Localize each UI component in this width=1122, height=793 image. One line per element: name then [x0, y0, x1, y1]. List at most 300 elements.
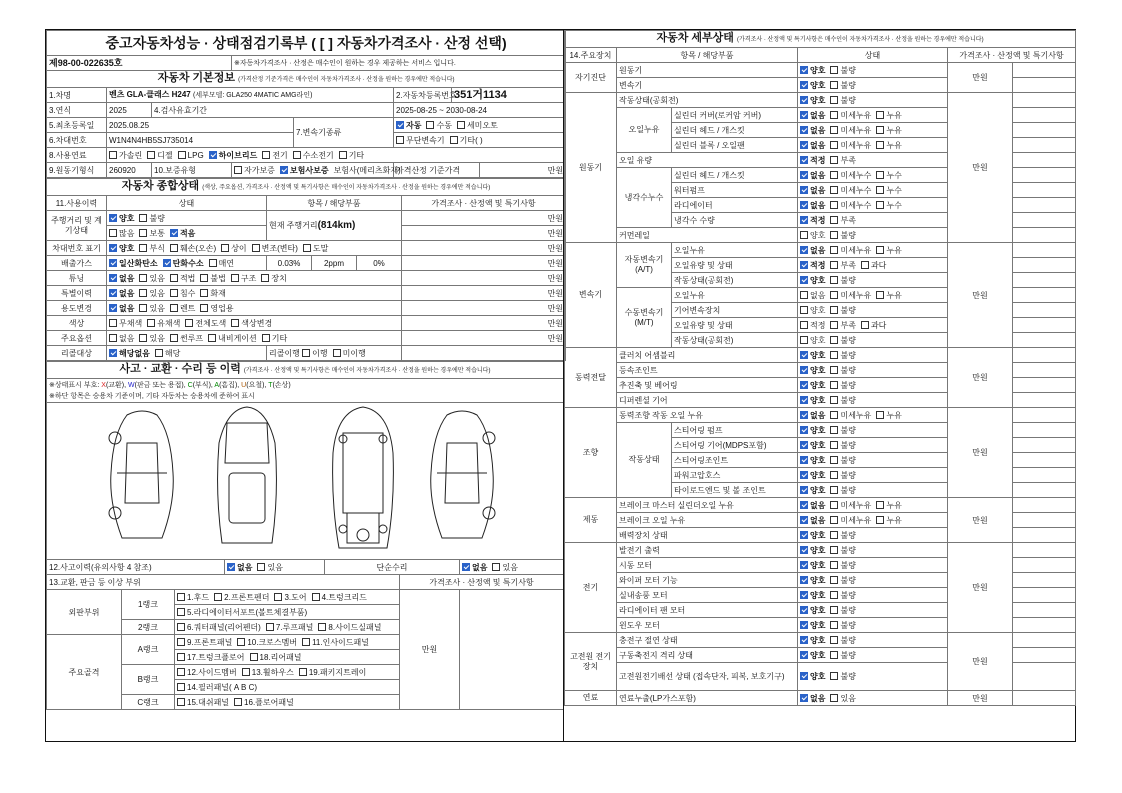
recall-opts [107, 346, 267, 361]
panel-item[interactable] [312, 593, 367, 602]
checkbox-option[interactable] [800, 456, 825, 465]
checkbox-option[interactable] [139, 334, 164, 343]
option-label: 양호 [810, 365, 826, 375]
detail-item: 스티어링 펌프 [672, 423, 798, 438]
empty-box-icon [830, 426, 838, 434]
price-note-line [1013, 573, 1076, 588]
checkbox-option[interactable] [293, 151, 334, 160]
vin-label: 6.차대번호 [47, 133, 107, 148]
checkbox-option[interactable] [800, 426, 825, 435]
checkbox-option[interactable] [800, 396, 825, 405]
checkbox-option[interactable] [252, 244, 298, 253]
checkbox-option[interactable] [830, 576, 855, 585]
option-label: 미세누유 [840, 290, 872, 300]
checkbox-option[interactable] [139, 274, 164, 283]
checkbox-option[interactable] [800, 66, 825, 75]
checkbox-option[interactable] [830, 321, 855, 330]
checkbox-option[interactable] [800, 246, 825, 255]
option-label: 보통 [149, 228, 165, 238]
checkbox-option[interactable] [155, 349, 180, 358]
checkbox-option[interactable] [800, 186, 825, 195]
empty-box-icon [177, 638, 185, 646]
checkbox-option[interactable] [170, 274, 195, 283]
option-label: 불량 [840, 395, 856, 405]
checkbox-option[interactable] [830, 636, 855, 645]
detail-item: 오일유량 및 상태 [672, 258, 798, 273]
checkbox-option[interactable] [450, 136, 483, 145]
checkbox-option[interactable] [830, 336, 855, 345]
checkbox-option[interactable] [830, 456, 855, 465]
checkbox-option[interactable] [800, 276, 825, 285]
checkbox-option[interactable] [139, 229, 164, 238]
checkbox-option[interactable] [830, 531, 855, 540]
col-item: 항목 / 해당부품 [617, 48, 798, 63]
checked-box-icon [800, 694, 808, 702]
empty-box-icon [830, 276, 838, 284]
device-high-voltage: 고전원 전기장치 [565, 633, 617, 691]
empty-box-icon [830, 186, 838, 194]
checkbox-option[interactable] [139, 214, 164, 223]
checkbox-option[interactable] [830, 501, 871, 510]
checkbox-option[interactable] [800, 156, 825, 165]
option-label: 불량 [840, 275, 856, 285]
empty-box-icon [876, 201, 884, 209]
checkbox-option[interactable] [830, 441, 855, 450]
checkbox-option[interactable] [830, 471, 855, 480]
col-item: 항목 / 해당부품 [267, 196, 402, 211]
panel-item[interactable] [177, 668, 237, 677]
panel-item[interactable] [302, 638, 369, 647]
checkbox-option[interactable] [800, 171, 825, 180]
device-self-diagnosis: 자기진단 [565, 63, 617, 93]
checkbox-option[interactable] [178, 151, 204, 160]
checkbox-option[interactable] [800, 531, 825, 540]
detail-item: 오일누유 [672, 243, 798, 258]
checkbox-option[interactable] [209, 259, 234, 268]
checkbox-option[interactable] [185, 319, 226, 328]
checkbox-option[interactable] [800, 672, 825, 681]
recall-item: 리콜이행 이행 미이행 [267, 346, 402, 361]
checkbox-option[interactable] [830, 546, 855, 555]
checkbox-option[interactable] [200, 289, 225, 298]
state-cell [798, 663, 948, 691]
price-use-change: 만원 [402, 301, 566, 316]
checkbox-option[interactable] [800, 231, 825, 240]
checkbox-option[interactable] [109, 349, 150, 358]
checkbox-option[interactable] [800, 291, 825, 300]
inspection-record-sheet [45, 29, 1076, 742]
price-note-line [1013, 453, 1076, 468]
checked-box-icon [800, 471, 808, 479]
price-tuning: 만원 [402, 271, 566, 286]
checkbox-option[interactable] [800, 546, 825, 555]
option-label: 없음 [810, 170, 826, 180]
checkbox-option[interactable] [876, 186, 901, 195]
device-transmission: 변속기 [565, 243, 617, 348]
checkbox-option[interactable] [426, 121, 451, 130]
checkbox-option[interactable] [109, 274, 134, 283]
checkbox-option[interactable] [800, 621, 825, 630]
checkbox-option[interactable] [876, 516, 901, 525]
checkbox-option[interactable] [231, 274, 256, 283]
fuel-label: 8.사용연료 [47, 148, 107, 163]
checkbox-option[interactable] [170, 244, 216, 253]
detail-item: 타이로드엔드 및 볼 조인트 [672, 483, 798, 498]
checkbox-option[interactable] [876, 126, 901, 135]
checkbox-option[interactable] [109, 244, 134, 253]
checkbox-option[interactable] [109, 319, 142, 328]
checkbox-option[interactable] [800, 411, 825, 420]
checked-box-icon [800, 576, 808, 584]
detail-item: 기어변속장치 [672, 303, 798, 318]
checked-box-icon [800, 501, 808, 509]
panel-item[interactable] [177, 653, 245, 662]
checkbox-option[interactable] [830, 291, 871, 300]
checkbox-option[interactable] [109, 229, 134, 238]
price-note-line [1013, 588, 1076, 603]
option-label: 양호 [119, 243, 135, 253]
option-label: 불량 [840, 590, 856, 600]
checkbox-option[interactable] [830, 411, 871, 420]
empty-box-icon [109, 319, 117, 327]
option-label: 훼손(오손) [179, 243, 217, 253]
checkbox-option[interactable] [876, 201, 901, 210]
checkbox-option[interactable] [147, 319, 180, 328]
checkbox-option[interactable] [227, 563, 252, 572]
checkbox-option[interactable] [800, 516, 825, 525]
checkbox-option[interactable] [830, 186, 871, 195]
checkbox-option[interactable] [830, 216, 855, 225]
checkbox-option[interactable] [830, 486, 855, 495]
empty-box-icon [214, 593, 222, 601]
empty-box-icon [830, 126, 838, 134]
empty-box-icon [257, 563, 265, 571]
checkbox-option[interactable] [333, 349, 366, 358]
checkbox-option[interactable] [209, 151, 258, 160]
special-opts [107, 286, 402, 301]
rank1-label: 1랭크 [122, 590, 175, 620]
checkbox-option[interactable] [139, 244, 164, 253]
checkbox-option[interactable] [830, 156, 855, 165]
checkbox-option[interactable] [830, 96, 855, 105]
option-label: 일산화탄소 [119, 258, 158, 268]
checkbox-option[interactable] [800, 111, 825, 120]
price-note-line [1013, 528, 1076, 543]
detail-item: 실내송풍 모터 [617, 588, 798, 603]
option-label: 양호 [119, 213, 135, 223]
empty-box-icon [339, 151, 347, 159]
checkbox-option[interactable] [830, 606, 855, 615]
panel-item[interactable] [177, 638, 232, 647]
checked-box-icon [800, 606, 808, 614]
panel-item-label: 15.대쉬패널 [187, 697, 230, 707]
checkbox-option[interactable] [257, 563, 282, 572]
checkbox-option[interactable] [861, 321, 886, 330]
exchange-label: 13.교환, 판금 등 이상 부위 [47, 575, 400, 590]
checkbox-option[interactable] [830, 621, 855, 630]
simple-repair-opts [460, 560, 564, 575]
checkbox-option[interactable] [830, 591, 855, 600]
checkbox-option[interactable] [492, 563, 517, 572]
checkbox-option[interactable] [221, 244, 246, 253]
period-label: 4.검사유효기간 [152, 103, 394, 118]
brake-price: 만원 [948, 498, 1013, 543]
checkbox-option[interactable] [861, 261, 886, 270]
checked-box-icon [800, 96, 808, 104]
checkbox-option[interactable] [830, 81, 855, 90]
price-note-line [1013, 288, 1076, 303]
checkbox-option[interactable] [280, 166, 329, 175]
vin-mark-opts [107, 241, 402, 256]
checkbox-option[interactable] [800, 81, 825, 90]
price-note-line [1013, 213, 1076, 228]
exchange-price-note [460, 590, 564, 710]
checkbox-option[interactable] [200, 304, 233, 313]
option-label: 없음 [810, 290, 826, 300]
checkbox-option[interactable] [234, 166, 275, 175]
checkbox-option[interactable] [830, 516, 871, 525]
checkbox-option[interactable] [830, 171, 871, 180]
checkbox-option[interactable] [830, 306, 855, 315]
option-label: 불량 [840, 230, 856, 240]
empty-box-icon [830, 306, 838, 314]
checkbox-option[interactable] [830, 66, 855, 75]
panel-item[interactable] [214, 593, 269, 602]
panel-item[interactable] [274, 593, 306, 602]
option-label: 무채색 [119, 318, 143, 328]
device-electric: 전기 [565, 543, 617, 633]
panel-item-label: 17.트렁크플로어 [187, 652, 245, 662]
panel-item-label: 16.플로어패널 [244, 697, 294, 707]
emission-smoke: 0% [357, 256, 402, 271]
checkbox-option[interactable] [170, 334, 203, 343]
checkbox-option[interactable] [876, 171, 901, 180]
checkbox-option[interactable] [830, 246, 871, 255]
checkbox-option[interactable] [800, 366, 825, 375]
panel-item[interactable] [177, 593, 209, 602]
state-cell [798, 138, 948, 153]
price-color: 만원 [402, 316, 566, 331]
empty-box-icon [185, 319, 193, 327]
period-value: 2025-08-25 ~ 2030-08-24 [394, 103, 566, 118]
checkbox-option[interactable] [830, 396, 855, 405]
checkbox-option[interactable] [830, 381, 855, 390]
option-label: 양호 [810, 560, 826, 570]
option-label: 있음 [149, 273, 165, 283]
checkbox-option[interactable] [830, 141, 871, 150]
state-cell [798, 93, 948, 108]
checkbox-option[interactable] [800, 471, 825, 480]
option-label: 불량 [840, 305, 856, 315]
checkbox-option[interactable] [800, 306, 825, 315]
empty-box-icon [830, 141, 838, 149]
checkbox-option[interactable] [139, 304, 164, 313]
option-label: 부족 [840, 320, 856, 330]
state-cell [798, 123, 948, 138]
empty-box-icon [302, 349, 310, 357]
checkbox-option[interactable] [800, 141, 825, 150]
state-cell [798, 228, 948, 243]
checkbox-option[interactable] [800, 501, 825, 510]
use-change-opts [107, 301, 402, 316]
checkbox-option[interactable] [876, 501, 901, 510]
checkbox-option[interactable] [800, 336, 825, 345]
checkbox-option[interactable] [462, 563, 487, 572]
checkbox-option[interactable] [261, 274, 286, 283]
option-label: 상이 [231, 243, 247, 253]
empty-box-icon [830, 381, 838, 389]
checkbox-option[interactable] [830, 366, 855, 375]
panel-item[interactable] [177, 608, 307, 617]
empty-box-icon [170, 244, 178, 252]
checkbox-option[interactable] [800, 96, 825, 105]
checkbox-option[interactable] [876, 111, 901, 120]
checkbox-option[interactable] [876, 141, 901, 150]
checkbox-option[interactable] [396, 121, 421, 130]
checkbox-option[interactable] [109, 151, 142, 160]
checkbox-option[interactable] [800, 606, 825, 615]
checkbox-option[interactable] [231, 319, 272, 328]
checkbox-option[interactable] [830, 651, 855, 660]
checkbox-option[interactable] [830, 111, 871, 120]
option-label: 적음 [179, 228, 196, 238]
panel-item[interactable] [177, 623, 261, 632]
panel-item[interactable] [242, 668, 294, 677]
panel-item[interactable] [177, 683, 257, 692]
checkbox-option[interactable] [457, 121, 498, 130]
frame-label: 주요골격 [47, 635, 122, 710]
option-label: 누유 [886, 500, 902, 510]
checkbox-option[interactable] [800, 126, 825, 135]
checkbox-option[interactable] [109, 259, 158, 268]
reg-number-value: 351거1134 [452, 88, 566, 103]
right-panel [563, 29, 1076, 742]
checkbox-option[interactable] [109, 214, 134, 223]
state-cell [798, 618, 948, 633]
checkbox-option[interactable] [830, 126, 871, 135]
option-label: 누유 [886, 125, 902, 135]
empty-box-icon [830, 81, 838, 89]
detail-item: 와이퍼 모터 기능 [617, 573, 798, 588]
empty-box-icon [250, 653, 258, 661]
checkbox-option[interactable] [830, 561, 855, 570]
checked-box-icon [800, 636, 808, 644]
checkbox-option[interactable] [262, 334, 287, 343]
checkbox-option[interactable] [339, 151, 364, 160]
checkbox-option[interactable] [109, 289, 134, 298]
detail-item: 파워고압호스 [672, 468, 798, 483]
checkbox-option[interactable] [800, 576, 825, 585]
checkbox-option[interactable] [800, 216, 825, 225]
panel-item[interactable] [250, 653, 302, 662]
option-label: 없음 [810, 245, 826, 255]
empty-box-icon [147, 319, 155, 327]
panel-item-label: 5.라디에이터서포트(볼트체결부품) [187, 607, 308, 617]
empty-box-icon [139, 304, 147, 312]
checkbox-option[interactable] [800, 694, 825, 703]
panel-item[interactable] [177, 698, 229, 707]
checkbox-option[interactable] [800, 441, 825, 450]
panel-item[interactable] [237, 638, 297, 647]
empty-box-icon [876, 141, 884, 149]
state-cell [798, 333, 948, 348]
checkbox-option[interactable] [800, 486, 825, 495]
option-label: 미세누유 [840, 410, 872, 420]
empty-box-icon [450, 136, 458, 144]
checkbox-option[interactable] [302, 349, 327, 358]
checkbox-option[interactable] [876, 411, 901, 420]
option-label: 양호 [810, 620, 826, 630]
empty-box-icon [200, 274, 208, 282]
option-label: 없음 [119, 303, 135, 313]
checkbox-option[interactable] [800, 201, 825, 210]
checkbox-option[interactable] [262, 151, 287, 160]
rank1-items-2 [175, 605, 400, 620]
checkbox-option[interactable] [830, 201, 871, 210]
checkbox-option[interactable] [200, 274, 225, 283]
checkbox-option[interactable] [147, 151, 172, 160]
checkbox-option[interactable] [170, 304, 195, 313]
checkbox-option[interactable] [800, 321, 825, 330]
checkbox-option[interactable] [800, 561, 825, 570]
checkbox-option[interactable] [830, 351, 855, 360]
panel-item[interactable] [234, 698, 294, 707]
checkbox-option[interactable] [830, 426, 855, 435]
option-label: 불량 [840, 440, 856, 450]
checkbox-option[interactable] [800, 261, 825, 270]
checkbox-option[interactable] [800, 591, 825, 600]
checkbox-option[interactable] [830, 694, 855, 703]
checkbox-option[interactable] [139, 289, 164, 298]
checked-box-icon [800, 186, 808, 194]
checkbox-option[interactable] [800, 651, 825, 660]
empty-box-icon [830, 201, 838, 209]
option-label: 불량 [840, 575, 856, 585]
checkbox-option[interactable] [830, 672, 855, 681]
price-recall [402, 346, 566, 361]
state-cell [798, 558, 948, 573]
option-label: 적법 [179, 273, 196, 283]
option-label: 누수 [886, 185, 902, 195]
checkbox-option[interactable] [800, 381, 825, 390]
checkbox-option[interactable] [876, 291, 901, 300]
checkbox-option[interactable] [830, 276, 855, 285]
fuel-opts [107, 148, 566, 163]
panel-item[interactable] [266, 623, 314, 632]
checkbox-option[interactable] [830, 231, 855, 240]
checkbox-option[interactable] [170, 289, 195, 298]
checkbox-option[interactable] [170, 229, 195, 238]
checkbox-option[interactable] [800, 636, 825, 645]
checkbox-option[interactable] [208, 334, 257, 343]
state-cell [798, 453, 948, 468]
checkbox-option[interactable] [163, 259, 204, 268]
state-cell [798, 528, 948, 543]
detail-item: 오일누유 [672, 288, 798, 303]
checkbox-option[interactable] [109, 334, 134, 343]
panel-item[interactable] [299, 668, 367, 677]
panel-item[interactable] [318, 623, 381, 632]
checkbox-option[interactable] [876, 246, 901, 255]
checkbox-option[interactable] [303, 244, 328, 253]
checkbox-option[interactable] [800, 351, 825, 360]
detail-item: 실린더 헤드 / 개스킷 [672, 168, 798, 183]
empty-box-icon [200, 289, 208, 297]
checkbox-option[interactable] [830, 261, 855, 270]
checkbox-option[interactable] [396, 136, 445, 145]
recall-label: 리콜대상 [47, 346, 107, 361]
checkbox-option[interactable] [109, 304, 134, 313]
